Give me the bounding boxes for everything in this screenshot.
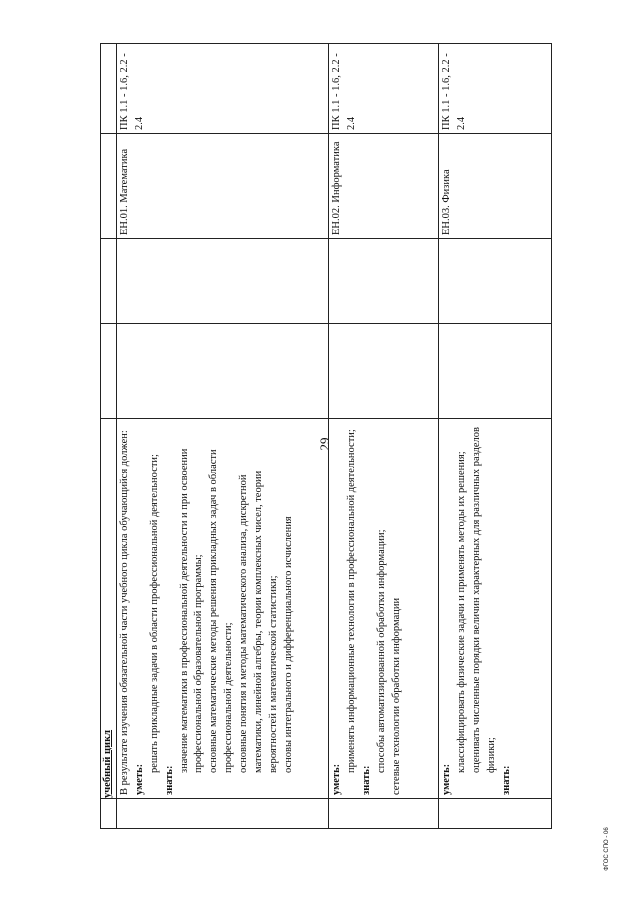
table-row: [328, 44, 438, 829]
cell-discipline: [438, 134, 551, 239]
content-line: классифицировать физические задачи и применять методы их решения;: [455, 451, 467, 773]
content-line: В результате изучения обязательной части учебного цикла обучающийся должен:: [118, 430, 130, 795]
cell-discipline: [328, 134, 438, 239]
content-heading: уметь:: [330, 763, 342, 795]
cell-content: [116, 419, 328, 799]
cell-hours-max: [116, 324, 328, 419]
footer-code: ФГОС СПО - 06: [604, 827, 610, 871]
content-heading: знать:: [360, 765, 372, 795]
cycle-title: [101, 419, 117, 799]
cell-discipline: [116, 134, 328, 239]
curriculum-table: [100, 43, 552, 829]
cell-index: [328, 799, 438, 829]
content-line: значение математики в профессиональной деятельности и при освоении профессиональной образовательной программы;: [178, 448, 205, 773]
content-line: применять информационные технологии в профессиональной деятельности;: [345, 429, 357, 773]
content-line: основы интегрального и дифференциального исчисления: [282, 516, 294, 773]
cell-competencies: [328, 44, 438, 134]
discipline-name: ЕН.02. Информатика: [330, 141, 342, 235]
competencies: ПК 1.1 - 1.6, 2.2 - 2.4: [330, 53, 357, 130]
table-header-row: [101, 44, 117, 829]
content-heading: уметь:: [440, 763, 452, 795]
content-line: основные понятия и методы математического анализа, дискретной математики, линейной алгебры, теории комплексных чисел, теории вероятностей и математической статистики;: [238, 470, 279, 773]
table-row: [438, 44, 551, 829]
cell-competencies: [438, 44, 551, 134]
cell-competencies: [116, 44, 328, 134]
content-heading: уметь:: [133, 763, 145, 795]
cycle-title-text: учебный цикл: [102, 729, 113, 798]
cell-hours-max: [438, 324, 551, 419]
discipline-name: ЕН.03. Физика: [440, 169, 452, 235]
content-heading: знать:: [163, 765, 175, 795]
content-line: решать прикладные задачи в области профессиональной деятельности;: [148, 454, 160, 773]
cell-hours-class: [116, 239, 328, 324]
cell-discipline: [101, 134, 117, 239]
cell-hours-class: [101, 239, 117, 324]
page-number: 29: [317, 437, 332, 451]
rotated-page-content: [100, 44, 552, 829]
competencies: ПК 1.1 - 1.6, 2.2 - 2.4: [440, 53, 467, 130]
cell-content: [438, 419, 551, 799]
content-line: оценивать численные порядки величин характерных для различных разделов физики;: [470, 426, 497, 773]
cell-index: [101, 799, 117, 829]
table-row: [116, 44, 328, 829]
cell-hours-class: [328, 239, 438, 324]
content-line: основные математические методы решения прикладных задач в области профессиональной деятельности;: [208, 449, 235, 773]
content-line: сетевые технологии обработки информации: [390, 597, 402, 795]
discipline-name: ЕН.01. Математика: [118, 148, 130, 235]
cell-competencies: [101, 44, 117, 134]
content-line: способы автоматизированной обработки информации;: [375, 529, 387, 773]
cell-content: [328, 419, 438, 799]
cell-hours-max: [328, 324, 438, 419]
cell-hours-max: [101, 324, 117, 419]
cell-index: [116, 799, 328, 829]
competencies: ПК 1.1 - 1.6, 2.2 - 2.4: [118, 53, 145, 130]
cell-hours-class: [438, 239, 551, 324]
cell-index: [438, 799, 551, 829]
content-heading: знать:: [500, 765, 512, 795]
